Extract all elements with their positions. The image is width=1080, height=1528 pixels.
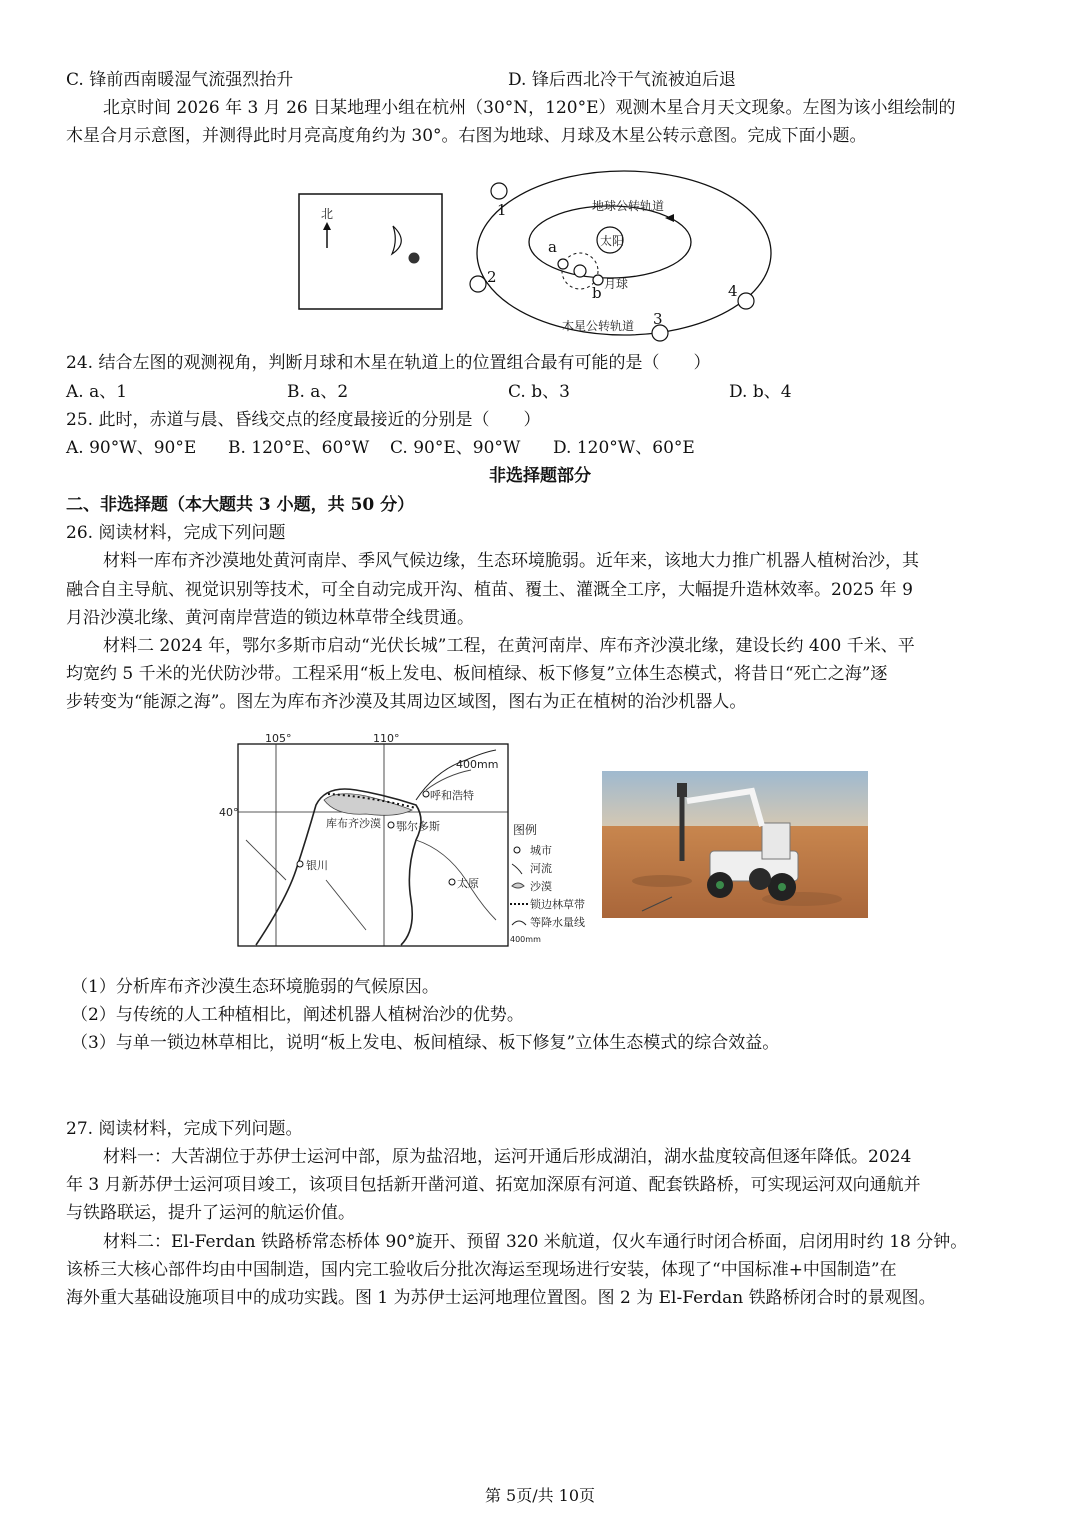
q24-option-a: A. a、1 [66,382,128,402]
earth-icon [574,265,586,277]
jupiter-orbit-label: 木星公转轨道 [562,319,635,333]
jupiter-position-1 [491,183,507,199]
city-taiyuan-label: 太原 [457,877,479,890]
crescent-moon-icon [392,226,401,254]
moon-label: 月球 [604,277,629,291]
point-1-label: 1 [497,201,507,219]
orbit-figure [462,160,782,342]
lat-40-label: 40° [219,806,239,819]
city-ordos-label: 鄂尔多斯 [396,820,440,833]
q27-material1-line: 材料一：大苦湖位于苏伊士运河中部，原为盐沼地，运河开通后形成湖泊，湖水盐度较高但逐年降低。2024 [103,1147,912,1167]
north-arrowhead-icon [323,222,331,230]
lon-105-label: 105° [265,732,292,745]
q26-material2-line: 均宽约 5 千米的光伏防沙带。工程采用“板上发电、板间植绿、板下修复”立体生态模式，将昔日“死亡之海”逐 [66,664,888,684]
legend-item: 锁边林草带 [530,898,585,911]
legend-desert-icon [512,883,524,888]
section2-heading: 二、非选择题（本大题共 3 小题，共 50 分） [66,495,415,515]
q26-material1-line: 月沿沙漠北缘、黄河南岸营造的锁边林草带全线贯通。 [66,608,474,628]
legend-isohyet-icon [512,921,526,925]
q26-subquestion: （1）分析库布齐沙漠生态环境脆弱的气候原因。 [71,977,439,997]
photo-sky [602,771,868,831]
q27-material2-line: 材料二：El-Ferdan 铁路桥常态桥体 90°旋开、预留 320 米航道，仅火车通行时闭合桥面，启闭用时约 18 分钟。 [103,1232,968,1252]
river-branch [246,840,286,880]
q27-material1-line: 与铁路联运，提升了运河的航运价值。 [66,1203,355,1223]
q25-option-b: B. 120°E、60°W [228,438,370,458]
legend-isohyet-sample-label: 400mm [510,935,541,944]
jupiter-dot-icon [409,253,420,264]
city-hohhot-icon [423,791,429,797]
city-yinchuan-icon [297,861,303,867]
robot-wheel [749,868,771,890]
q24-option-d: D. b、4 [729,382,792,402]
legend-title: 图例 [513,823,538,837]
q24-option-b: B. a、2 [287,382,349,402]
page-footer: 第 5页/共 10页 [484,1486,596,1505]
q25-option-a: A. 90°W、90°E [66,438,197,458]
city-hohhot-label: 呼和浩特 [430,789,474,802]
passage-line: 木星合月示意图，并测得此时月亮高度角约为 30°。右图为地球、月球及木星公转示意图。完成下面小题。 [66,126,867,146]
city-yinchuan-label: 银川 [306,859,328,872]
q26-material2-line: 材料二 2024 年，鄂尔多斯市启动“光伏长城”工程，在黄河南岸、库布齐沙漠北缘，建设长约 400 千米、平 [103,636,915,656]
legend-item: 城市 [530,844,552,857]
passage-line: 北京时间 2026 年 3 月 26 日某地理小组在杭州（30°N，120°E）观测木星合月天文现象。左图为该小组绘制的 [103,98,956,118]
q24-stem: 24. 结合左图的观测视角，判断月球和木星在轨道上的位置组合最有可能的是（ ） [66,353,711,373]
earth-orbit-label: 地球公转轨道 [592,199,665,213]
point-4-label: 4 [728,282,738,300]
legend-item: 等降水量线 [530,916,585,929]
point-3-label: 3 [653,310,663,328]
q24-option-c: C. b、3 [508,382,570,402]
q26-subquestion: （2）与传统的人工种植相比，阐述机器人植树治沙的优势。 [71,1005,524,1025]
robot-cabinet [762,823,790,859]
conjunction-figure [296,192,446,312]
legend-city-icon [514,847,520,853]
desert-label: 库布齐沙漠 [326,817,381,830]
legend-item: 河流 [530,862,552,875]
q27-intro: 27. 阅读材料，完成下列问题。 [66,1119,303,1139]
legend-river-icon [512,864,522,874]
q26-material2-line: 步转变为“能源之海”。图左为库布齐沙漠及其周边区域图，图右为正在植树的治沙机器人。 [66,692,747,712]
isohyet-label: 400mm [456,758,499,771]
q25-option-c: C. 90°E、90°W [390,438,521,458]
moon-position-a [558,259,568,269]
legend-item: 沙漠 [530,880,552,893]
q26-subquestion: （3）与单一锁边林草相比，说明“板上发电、板间植绿、板下修复”立体生态模式的综合效益。 [71,1033,780,1053]
river-branch [416,840,496,920]
point-a-label: a [548,238,557,256]
river-branch [326,880,366,930]
point-2-label: 2 [487,268,497,286]
map-frame [238,744,508,946]
city-ordos-icon [388,822,394,828]
q27-material2-line: 海外重大基础设施项目中的成功实践。图 1 为苏伊士运河地理位置图。图 2 为 El-Ferdan 铁路桥闭合时的景观图。 [66,1288,936,1308]
q26-material1-line: 融合自主导航、视觉识别等技术，可全自动完成开沟、植苗、覆土、灌溉全工序，大幅提升造林效率。2025 年 9 [66,580,913,600]
q27-material2-line: 该桥三大核心部件均由中国制造，国内完工验收后分批次海运至现场进行安装，体现了“中国标准+中国制造”在 [66,1260,897,1280]
q25-stem: 25. 此时，赤道与晨、昏线交点的经度最接近的分别是（ ） [66,410,541,430]
q23-option-c: C. 锋前西南暖湿气流强烈抬升 [66,70,294,90]
q25-option-d: D. 120°W、60°E [553,438,695,458]
sun-label: 太阳 [600,234,625,248]
q23-option-d: D. 锋后西北冷干气流被迫后退 [508,70,736,90]
robot-motor [677,783,687,797]
q27-material1-line: 年 3 月新苏伊士运河项目竣工，该项目包括新开凿河道、拓宽加深原有河道、配套铁路桥，可实现运河双向通航并 [66,1175,921,1195]
orbit-direction-arrow-icon [665,214,674,222]
city-taiyuan-icon [449,879,455,885]
tree-planting-robot-photo [602,771,868,918]
q26-material1-line: 材料一库布齐沙漠地处黄河南岸、季风气候边缘，生态环境脆弱。近年来，该地大力推广机器人植树治沙，其 [103,551,919,571]
q26-intro: 26. 阅读材料，完成下列问题 [66,523,286,543]
north-label: 北 [321,207,334,221]
kubuqi-map [216,730,586,950]
jupiter-position-4 [738,293,754,309]
jupiter-position-2 [470,276,486,292]
section-title: 非选择题部分 [489,466,591,486]
point-b-label: b [592,284,602,302]
jupiter-orbit [477,171,771,335]
lon-110-label: 110° [373,732,400,745]
